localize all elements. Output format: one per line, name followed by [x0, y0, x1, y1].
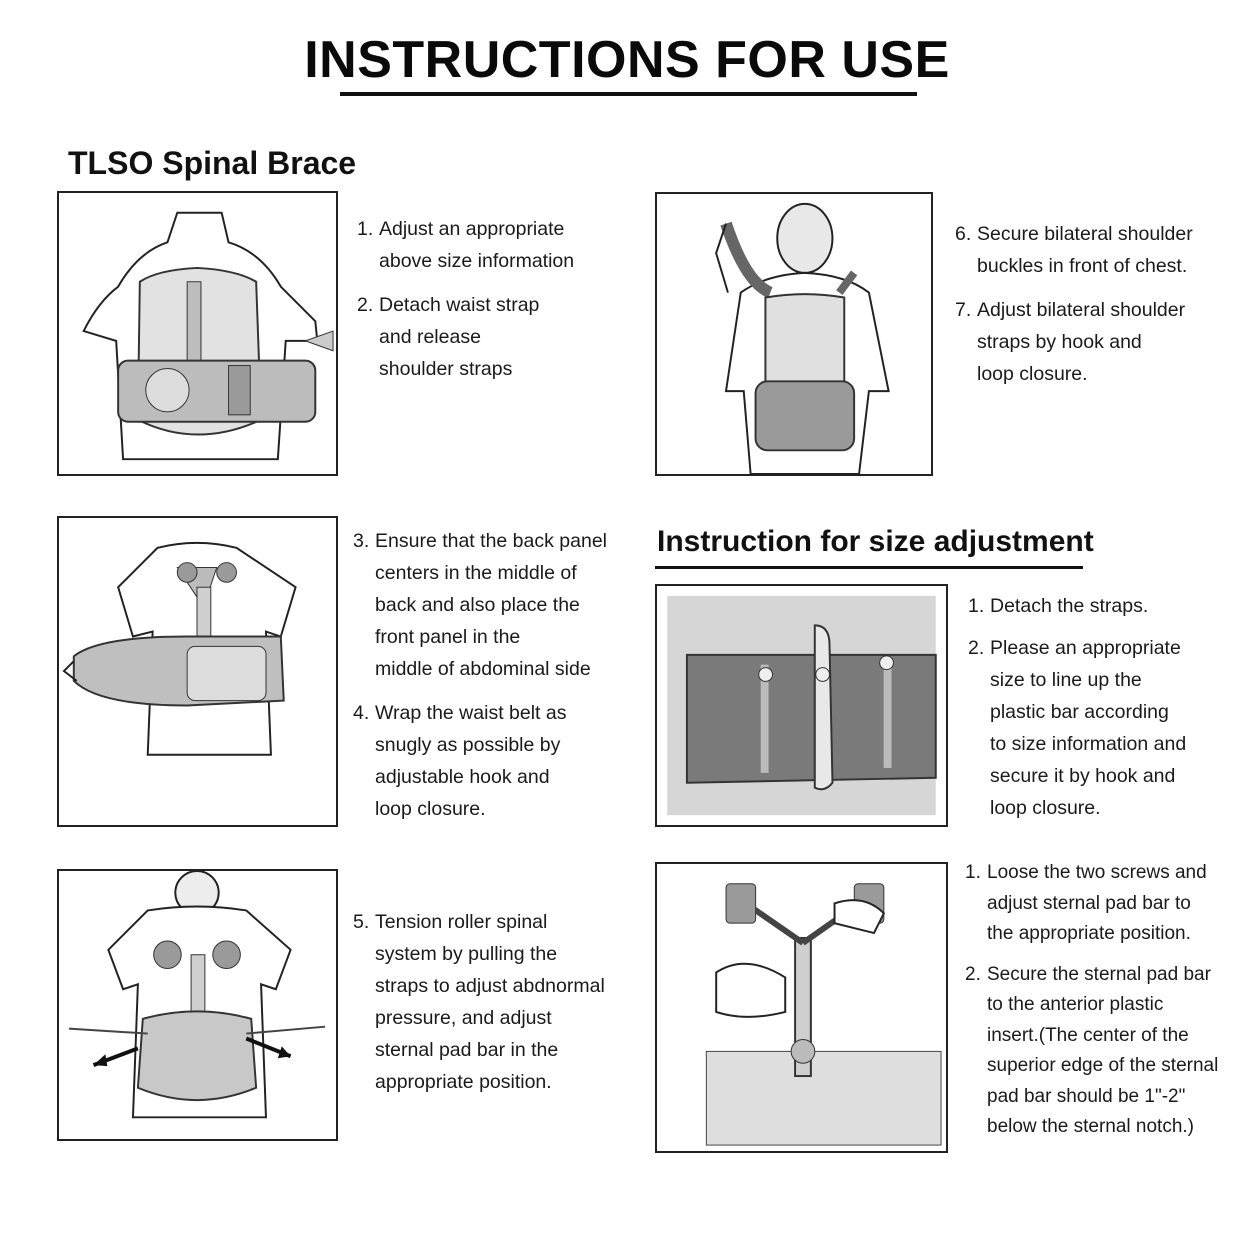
- step-text: Wrap the waist belt as snugly as possible by adjustable hook and loop closure.: [375, 702, 567, 820]
- step-number: 2.: [357, 294, 374, 316]
- belt-closeup-drawing: [657, 586, 946, 825]
- step-5-group: [353, 906, 605, 1110]
- step-text: Adjust an appropriate above size information: [379, 218, 575, 272]
- size-step-a1: [968, 590, 1186, 622]
- illustration-back-brace: [57, 191, 338, 476]
- size-step-a2: [968, 632, 1186, 824]
- step-text: Secure the sternal pad bar to the anterior plastic insert.(The center of the superior edge of the sternal pad bar should be 1"-2" below the sternal notch.): [987, 963, 1219, 1137]
- step-7: [955, 294, 1193, 390]
- size-steps-b: [965, 858, 1218, 1153]
- step-text: Secure bilateral shoulder buckles in front of chest.: [977, 223, 1193, 277]
- step-text: Tension roller spinal system by pulling the straps to adjust abdnormal pressure, and adjust sternal pad bar in the appropriate position.: [375, 911, 605, 1093]
- title-underline: [340, 92, 917, 96]
- steps-6-7: [955, 218, 1193, 402]
- steps-1-2: [357, 213, 574, 397]
- sternal-pad-drawing: [657, 864, 946, 1151]
- size-step-b2: [965, 960, 1218, 1143]
- illustration-sternal-pad: [655, 862, 948, 1153]
- section-title-size: Instruction for size adjustment: [657, 525, 1094, 558]
- size-steps-a: [968, 590, 1186, 834]
- step-text: Detach waist strap and release shoulder straps: [379, 294, 540, 380]
- step-5: [353, 906, 605, 1098]
- step-text: Adjust bilateral shoulder straps by hook and loop closure.: [977, 299, 1186, 385]
- illustration-tension-roller: [57, 869, 338, 1141]
- step-3: [353, 525, 607, 685]
- step-number: 1.: [965, 862, 981, 883]
- shoulder-straps-drawing: [657, 194, 931, 474]
- step-number: 2.: [968, 637, 985, 659]
- section-title-tlso: TLSO Spinal Brace: [68, 145, 357, 181]
- back-brace-drawing: [59, 193, 336, 474]
- step-text: Detach the straps.: [990, 595, 1149, 617]
- page-title: INSTRUCTIONS FOR USE: [304, 31, 950, 89]
- step-text: Please an appropriate size to line up the plastic bar according to size information and secure it by hook and loop closure.: [990, 637, 1187, 819]
- illustration-waist-belt: [57, 516, 338, 827]
- step-number: 1.: [968, 595, 985, 617]
- size-step-b1: [965, 858, 1218, 950]
- illustration-shoulder-straps: [655, 192, 933, 476]
- waist-belt-drawing: [59, 518, 336, 825]
- step-1: [357, 213, 574, 277]
- step-number: 7.: [955, 299, 972, 321]
- size-title-underline: [655, 566, 1083, 569]
- step-number: 6.: [955, 223, 972, 245]
- illustration-belt-closeup: [655, 584, 948, 827]
- step-number: 1.: [357, 218, 374, 240]
- step-number: 5.: [353, 911, 370, 933]
- tension-roller-drawing: [59, 871, 336, 1139]
- step-4: [353, 697, 607, 825]
- step-number: 2.: [965, 963, 981, 985]
- step-text: Loose the two screws and adjust sternal pad bar to the appropriate position.: [987, 862, 1207, 944]
- steps-3-4: [353, 525, 607, 837]
- step-2: [357, 289, 574, 385]
- step-number: 3.: [353, 530, 370, 552]
- step-text: Ensure that the back panel centers in the middle of back and also place the front panel in the middle of abdominal side: [375, 530, 607, 680]
- step-number: 4.: [353, 702, 370, 724]
- step-6: [955, 218, 1193, 282]
